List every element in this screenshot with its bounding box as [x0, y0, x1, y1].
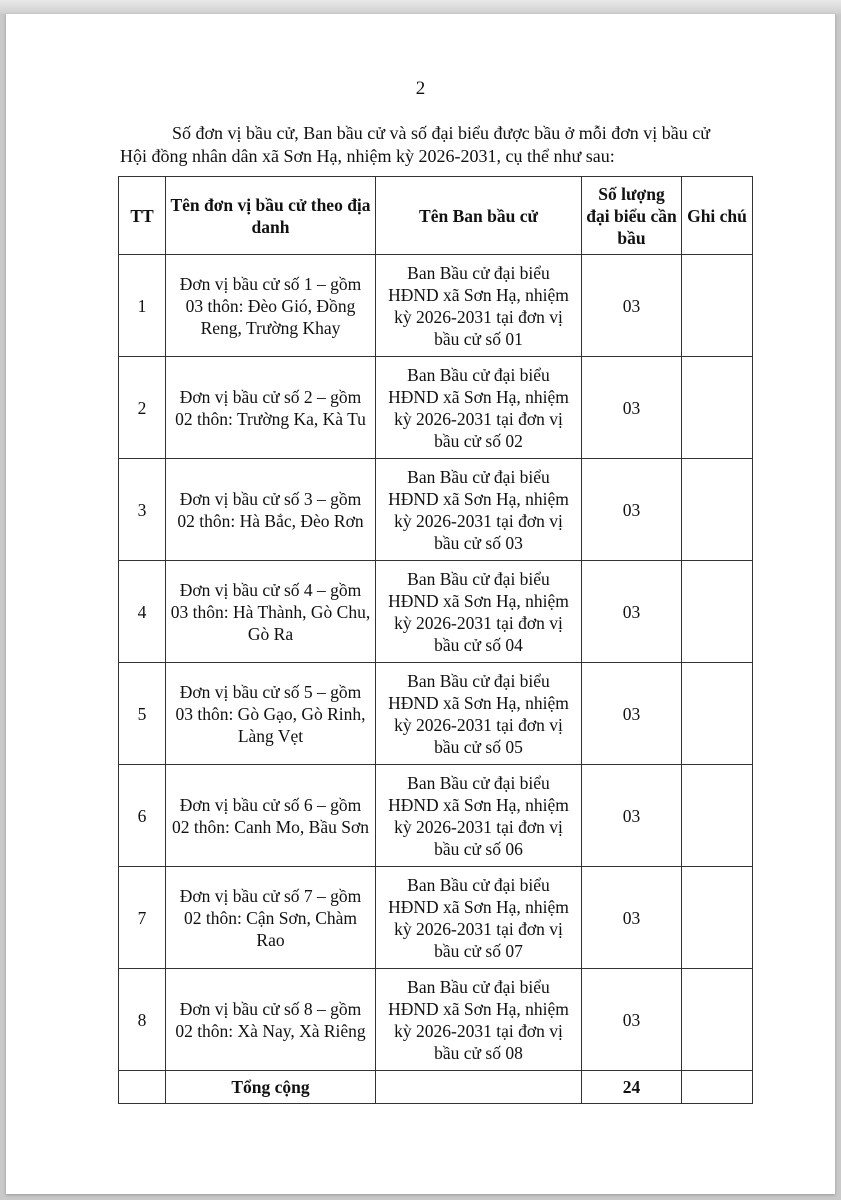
table-row — [119, 561, 753, 663]
cell-delegate-count: 03 — [582, 765, 682, 867]
cell-board-name: Ban Bầu cử đại biểu HĐND xã Sơn Hạ, nhiệm kỳ 2026-2031 tại đơn vị bầu cử số 05 — [376, 663, 582, 765]
cell-board-name: Ban Bầu cử đại biểu HĐND xã Sơn Hạ, nhiệm kỳ 2026-2031 tại đơn vị bầu cử số 01 — [376, 255, 582, 357]
table-row — [119, 663, 753, 765]
cell-unit-name: Đơn vị bầu cử số 8 – gồm 02 thôn: Xà Nay, Xà Riêng — [166, 969, 376, 1071]
cell-delegate-count: 03 — [582, 357, 682, 459]
table-row — [119, 969, 753, 1071]
cell-unit-name: Đơn vị bầu cử số 6 – gồm 02 thôn: Canh Mo, Bầu Sơn — [166, 765, 376, 867]
cell-board-name: Ban Bầu cử đại biểu HĐND xã Sơn Hạ, nhiệm kỳ 2026-2031 tại đơn vị bầu cử số 02 — [376, 357, 582, 459]
cell-tt: 3 — [119, 459, 166, 561]
electoral-units-table — [118, 176, 753, 1104]
cell-board-name: Ban Bầu cử đại biểu HĐND xã Sơn Hạ, nhiệm kỳ 2026-2031 tại đơn vị bầu cử số 07 — [376, 867, 582, 969]
table-row — [119, 357, 753, 459]
intro-line-1: Số đơn vị bầu cử, Ban bầu cử và số đại biểu được bầu ở mỗi đơn vị bầu cử — [172, 123, 710, 143]
cell-delegate-count: 03 — [582, 867, 682, 969]
cell-unit-name: Đơn vị bầu cử số 3 – gồm 02 thôn: Hà Bắc, Đèo Rơn — [166, 459, 376, 561]
cell-delegate-count: 03 — [582, 459, 682, 561]
header-tt: TT — [119, 177, 166, 255]
intro-line-2: Hội đồng nhân dân xã Sơn Hạ, nhiệm kỳ 2026-2031, cụ thể như sau: — [120, 146, 615, 166]
header-unit-name: Tên đơn vị bầu cử theo địa danh — [166, 177, 376, 255]
cell-delegate-count: 03 — [582, 663, 682, 765]
cell-board-name: Ban Bầu cử đại biểu HĐND xã Sơn Hạ, nhiệm kỳ 2026-2031 tại đơn vị bầu cử số 03 — [376, 459, 582, 561]
table-row — [119, 867, 753, 969]
cell-tt: 7 — [119, 867, 166, 969]
total-count: 24 — [582, 1071, 682, 1104]
cell-unit-name: Đơn vị bầu cử số 2 – gồm 02 thôn: Trường Ka, Kà Tu — [166, 357, 376, 459]
cell-note — [682, 867, 753, 969]
table-header-row — [119, 177, 753, 255]
cell-note — [682, 255, 753, 357]
page-number: 2 — [415, 78, 426, 99]
cell-note — [682, 765, 753, 867]
cell-delegate-count: 03 — [582, 561, 682, 663]
viewer-top-strip — [0, 0, 841, 14]
cell-tt: 8 — [119, 969, 166, 1071]
total-empty-cell — [376, 1071, 582, 1104]
table-total-row — [119, 1071, 753, 1104]
intro-paragraph — [120, 122, 770, 168]
cell-tt: 2 — [119, 357, 166, 459]
cell-unit-name: Đơn vị bầu cử số 4 – gồm 03 thôn: Hà Thành, Gò Chu, Gò Ra — [166, 561, 376, 663]
cell-unit-name: Đơn vị bầu cử số 1 – gồm 03 thôn: Đèo Gió, Đồng Reng, Trường Khay — [166, 255, 376, 357]
cell-note — [682, 969, 753, 1071]
total-label: Tổng cộng — [166, 1071, 376, 1104]
cell-board-name: Ban Bầu cử đại biểu HĐND xã Sơn Hạ, nhiệm kỳ 2026-2031 tại đơn vị bầu cử số 06 — [376, 765, 582, 867]
document-page — [6, 14, 835, 1194]
cell-delegate-count: 03 — [582, 969, 682, 1071]
cell-tt: 1 — [119, 255, 166, 357]
cell-unit-name: Đơn vị bầu cử số 5 – gồm 03 thôn: Gò Gạo, Gò Rinh, Làng Vẹt — [166, 663, 376, 765]
header-note: Ghi chú — [682, 177, 753, 255]
table-row — [119, 459, 753, 561]
table-row — [119, 765, 753, 867]
cell-tt: 5 — [119, 663, 166, 765]
header-delegate-count: Số lượng đại biểu cần bầu — [582, 177, 682, 255]
cell-note — [682, 561, 753, 663]
cell-tt: 6 — [119, 765, 166, 867]
cell-unit-name: Đơn vị bầu cử số 7 – gồm 02 thôn: Cận Sơn, Chàm Rao — [166, 867, 376, 969]
total-empty-cell — [682, 1071, 753, 1104]
header-board-name: Tên Ban bầu cử — [376, 177, 582, 255]
cell-delegate-count: 03 — [582, 255, 682, 357]
cell-board-name: Ban Bầu cử đại biểu HĐND xã Sơn Hạ, nhiệm kỳ 2026-2031 tại đơn vị bầu cử số 08 — [376, 969, 582, 1071]
cell-tt: 4 — [119, 561, 166, 663]
table-row — [119, 255, 753, 357]
cell-note — [682, 459, 753, 561]
cell-note — [682, 357, 753, 459]
total-empty-cell — [119, 1071, 166, 1104]
cell-board-name: Ban Bầu cử đại biểu HĐND xã Sơn Hạ, nhiệm kỳ 2026-2031 tại đơn vị bầu cử số 04 — [376, 561, 582, 663]
cell-note — [682, 663, 753, 765]
